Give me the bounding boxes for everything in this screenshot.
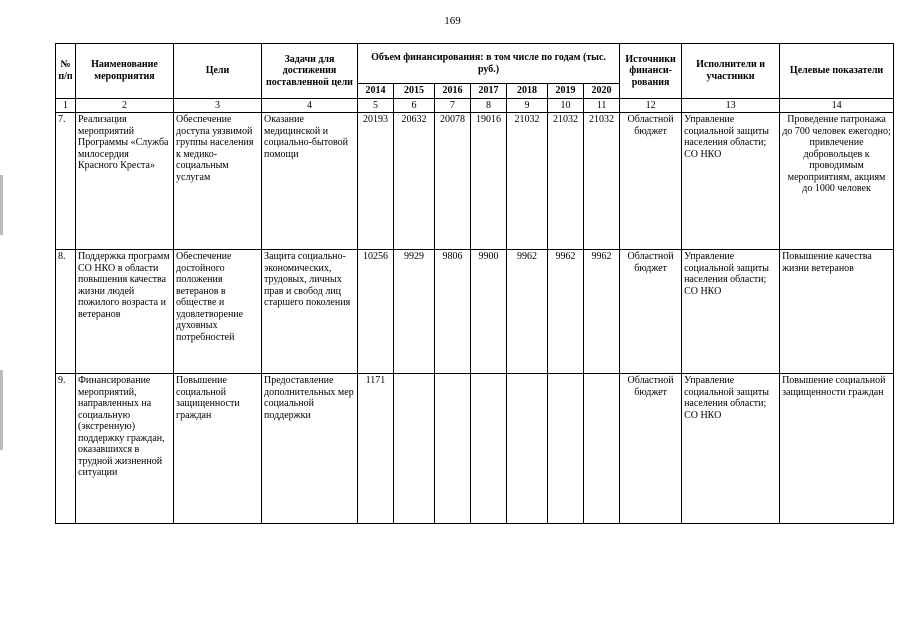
column-index: 1 (56, 98, 76, 113)
header-name: Наименование мероприятия (76, 44, 174, 99)
row-value-2015: 20632 (394, 113, 435, 250)
table-row (56, 374, 894, 524)
row-source: Областной бюджет (620, 250, 682, 374)
financing-table (55, 43, 894, 524)
header-year: 2015 (394, 84, 435, 99)
row-indicators: Повышение качества жизни ветеранов (780, 250, 894, 374)
header-year: 2016 (435, 84, 471, 99)
row-indicators: Проведение патронажа до 700 человек ежегодно; привлечение добровольцев к проводимым мероприятиям, акциям до 1000 человек (780, 113, 894, 250)
scan-edge-mark (0, 370, 3, 450)
column-index: 10 (548, 98, 584, 113)
row-executors: Управление социальной защиты населения области; СО НКО (682, 250, 780, 374)
page-number: 169 (444, 15, 461, 27)
row-tasks: Защита социально-экономических, трудовых, личных прав и свобод лиц старшего поколения (262, 250, 358, 374)
row-value-2014: 1171 (358, 374, 394, 524)
column-index: 12 (620, 98, 682, 113)
row-value-2014: 10256 (358, 250, 394, 374)
header-indicators: Целевые показатели (780, 44, 894, 99)
row-name: Реализация мероприятий Программы «Служба милосердия Красного Креста» (76, 113, 174, 250)
column-index: 6 (394, 98, 435, 113)
row-indicators: Повышение социальной защищенности граждан (780, 374, 894, 524)
column-index: 13 (682, 98, 780, 113)
column-index: 5 (358, 98, 394, 113)
header-year: 2017 (471, 84, 507, 99)
column-index: 14 (780, 98, 894, 113)
header-year: 2019 (548, 84, 584, 99)
header-year: 2018 (507, 84, 548, 99)
column-index: 2 (76, 98, 174, 113)
scan-edge-mark (0, 175, 3, 235)
table-row (56, 113, 894, 250)
row-source: Областной бюджет (620, 374, 682, 524)
row-value-2019 (548, 374, 584, 524)
header-sources: Источники финанси-рования (620, 44, 682, 99)
row-no: 7. (56, 113, 76, 250)
header-goals: Цели (174, 44, 262, 99)
row-value-2020: 9962 (584, 250, 620, 374)
row-tasks: Предоставление дополнительных мер социальной поддержки (262, 374, 358, 524)
row-value-2017: 19016 (471, 113, 507, 250)
row-goals: Повышение социальной защищенности граждан (174, 374, 262, 524)
header-tasks: Задачи для достижения поставленной цели (262, 44, 358, 99)
column-index: 8 (471, 98, 507, 113)
row-value-2016: 20078 (435, 113, 471, 250)
row-goals: Обеспечение доступа уязвимой группы населения к медико-социальным услугам (174, 113, 262, 250)
row-value-2017 (471, 374, 507, 524)
row-source: Областной бюджет (620, 113, 682, 250)
column-index: 7 (435, 98, 471, 113)
row-tasks: Оказание медицинской и социально-бытовой помощи (262, 113, 358, 250)
column-index: 4 (262, 98, 358, 113)
table-row (56, 250, 894, 374)
header-year: 2014 (358, 84, 394, 99)
row-value-2015 (394, 374, 435, 524)
row-executors: Управление социальной защиты населения области; СО НКО (682, 374, 780, 524)
row-value-2016 (435, 374, 471, 524)
column-index: 11 (584, 98, 620, 113)
row-value-2019: 21032 (548, 113, 584, 250)
column-index: 9 (507, 98, 548, 113)
row-value-2015: 9929 (394, 250, 435, 374)
column-index: 3 (174, 98, 262, 113)
header-executors: Исполнители и участники (682, 44, 780, 99)
row-executors: Управление социальной защиты населения области; СО НКО (682, 113, 780, 250)
row-value-2020: 21032 (584, 113, 620, 250)
row-value-2018: 21032 (507, 113, 548, 250)
header-no: № п/п (56, 44, 76, 99)
row-no: 8. (56, 250, 76, 374)
row-value-2019: 9962 (548, 250, 584, 374)
header-year: 2020 (584, 84, 620, 99)
row-value-2014: 20193 (358, 113, 394, 250)
row-name: Поддержка программ СО НКО в области повышения качества жизни людей пожилого возраста и ветеранов (76, 250, 174, 374)
row-no: 9. (56, 374, 76, 524)
row-value-2017: 9900 (471, 250, 507, 374)
row-value-2018 (507, 374, 548, 524)
row-value-2016: 9806 (435, 250, 471, 374)
header-financing: Объем финансирования: в том числе по годам (тыс. руб.) (358, 44, 620, 84)
row-value-2018: 9962 (507, 250, 548, 374)
row-name: Финансирование мероприятий, направленных на социальную (экстренную) поддержку граждан, оказавшихся в трудной жизненной ситуации (76, 374, 174, 524)
row-value-2020 (584, 374, 620, 524)
row-goals: Обеспечение достойного положения ветеранов в обществе и удовлетворение духовных потребностей (174, 250, 262, 374)
